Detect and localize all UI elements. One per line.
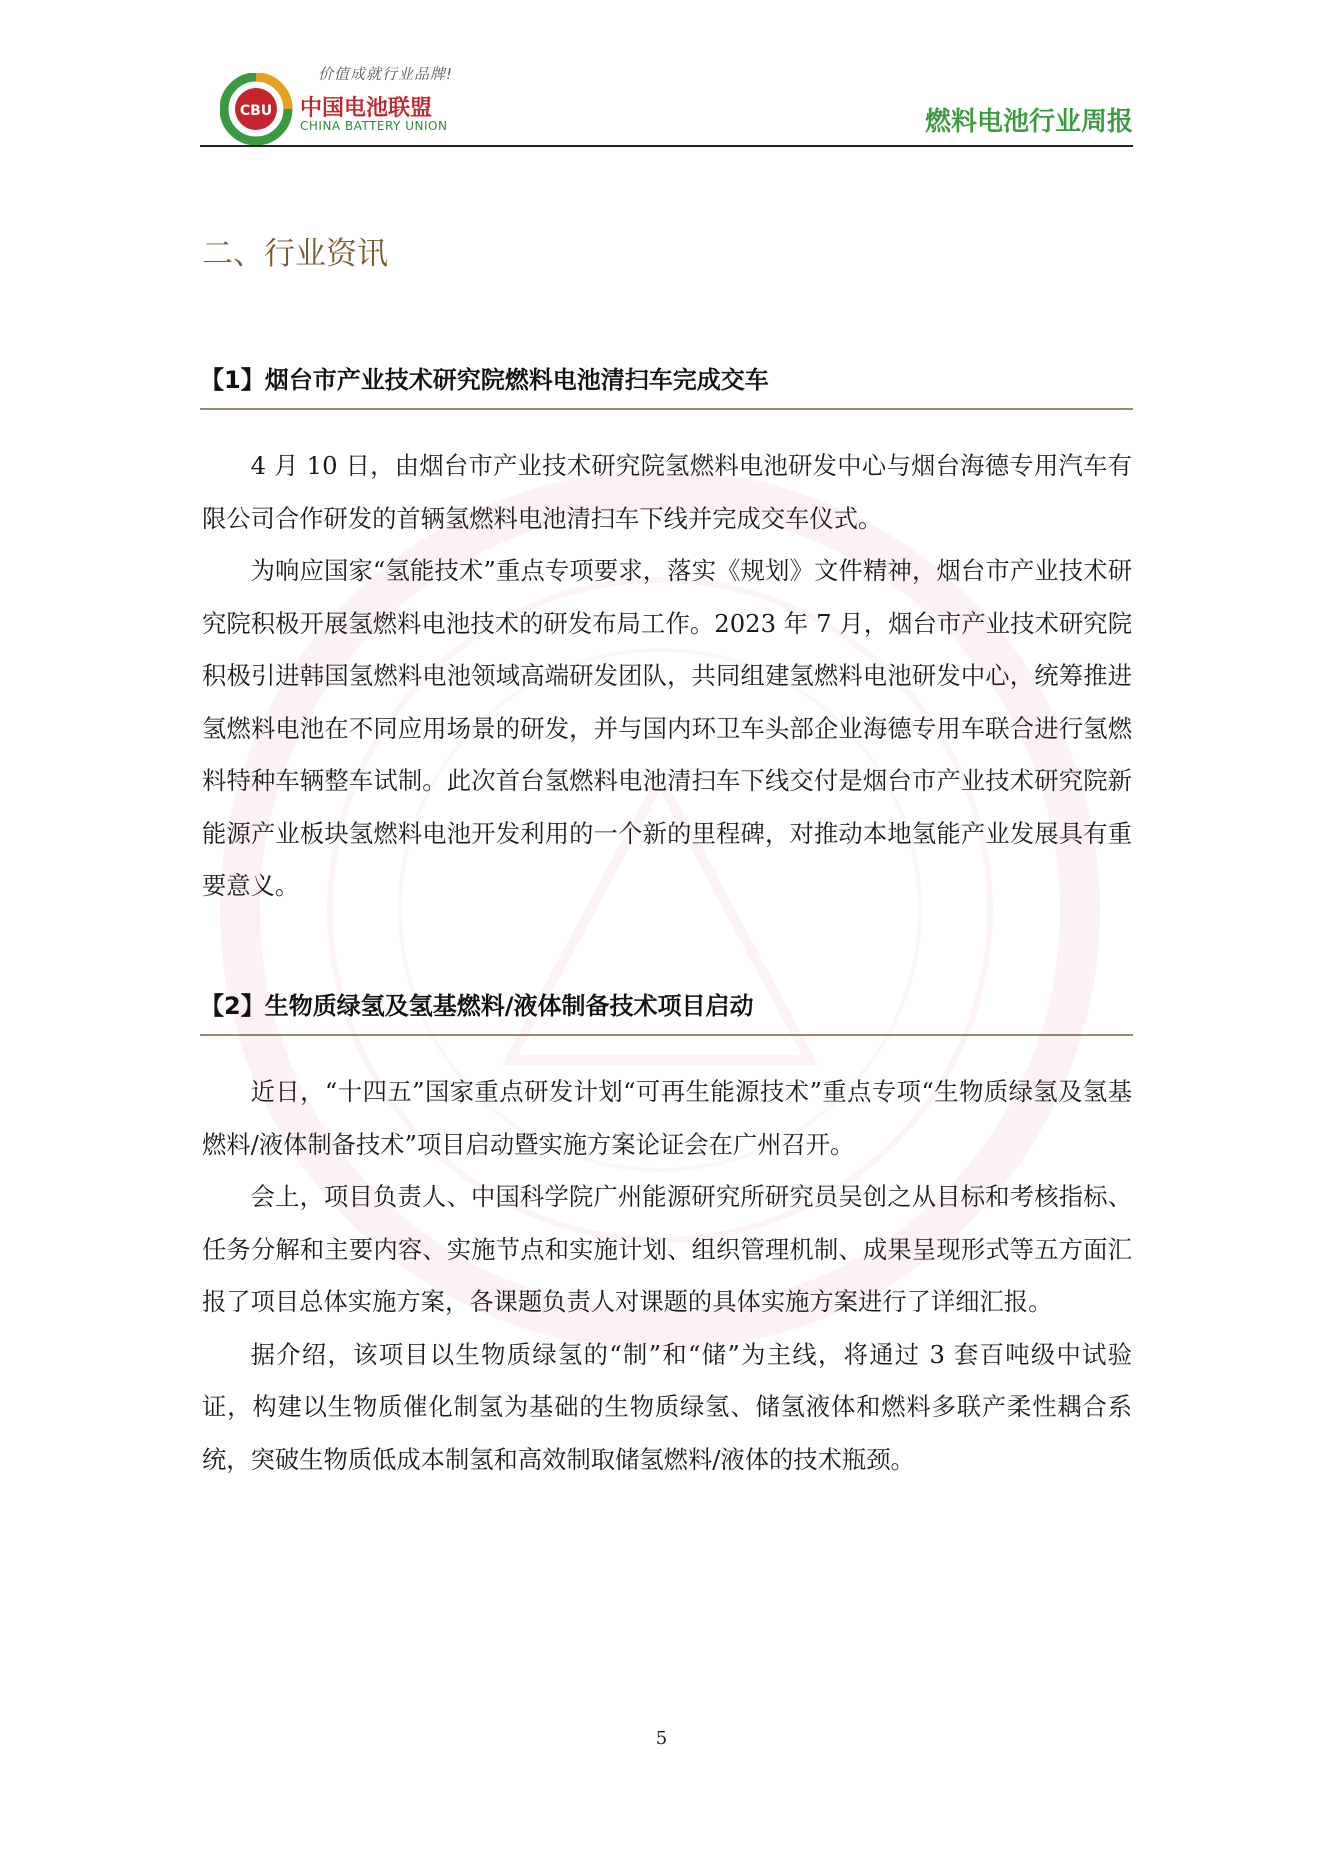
article-1-heading: 【1】烟台市产业技术研究院燃料电池清扫车完成交车	[200, 360, 1133, 410]
article-2-heading: 【2】生物质绿氢及氢基燃料/液体制备技术项目启动	[200, 986, 1133, 1036]
page-number: 5	[655, 1728, 668, 1749]
article-1-body	[202, 440, 1132, 913]
cbu-logo	[220, 63, 480, 143]
paragraph: 近日，“十四五”国家重点研发计划“可再生能源技术”重点专项“生物质绿氢及氢基燃料/液体制备技术”项目启动暨实施方案论证会在广州召开。	[202, 1077, 1132, 1159]
logo-english-name: CHINA BATTERY UNION	[300, 119, 448, 133]
article-2-body	[202, 1066, 1132, 1486]
report-title: 燃料电池行业周报	[924, 107, 1133, 137]
paragraph: 据介绍，该项目以生物质绿氢的“制”和“储”为主线，将通过 3 套百吨级中试验证，构建以生物质催化制氢为基础的生物质绿氢、储氢液体和燃料多联产柔性耦合系统，突破生物质低成本制氢和高效制取储氢燃料/液体的技术瓶颈。	[202, 1339, 1132, 1474]
paragraph: 4 月 10 日，由烟台市产业技术研究院氢燃料电池研发中心与烟台海德专用汽车有限公司合作研发的首辆氢燃料电池清扫车下线并完成交车仪式。	[202, 451, 1132, 533]
page-header	[200, 55, 1133, 147]
logo-chinese-name: 中国电池联盟	[300, 96, 433, 121]
paragraph: 会上，项目负责人、中国科学院广州能源研究所研究员吴创之从目标和考核指标、任务分解和主要内容、实施节点和实施计划、组织管理机制、成果呈现形式等五方面汇报了项目总体实施方案，各课题负责人对课题的具体实施方案进行了详细汇报。	[202, 1182, 1132, 1316]
header-divider	[200, 145, 1133, 147]
section-title: 二、行业资讯	[202, 236, 388, 272]
logo-badge-text: CBU	[239, 103, 273, 119]
paragraph: 为响应国家“氢能技术”重点专项要求，落实《规划》文件精神，烟台市产业技术研究院积极开展氢燃料电池技术的研发布局工作。2023 年 7 月，烟台市产业技术研究院积极引进韩国氢燃料电池领域高端研发团队，共同组建氢燃料电池研发中心，统筹推进氢燃料电池在不同应用场景的研发，并与国内环卫车头部企业海德专用车联合进行氢燃料特种车辆整车试制。此次首台氢燃料电池清扫车下线交付是烟台市产业技术研究院新能源产业板块氢燃料电池开发利用的一个新的里程碑，对推动本地氢能产业发展具有重要意义。	[202, 556, 1132, 900]
cbu-logo-icon	[220, 73, 298, 151]
logo-slogan: 价值成就行业品牌!	[318, 65, 454, 83]
